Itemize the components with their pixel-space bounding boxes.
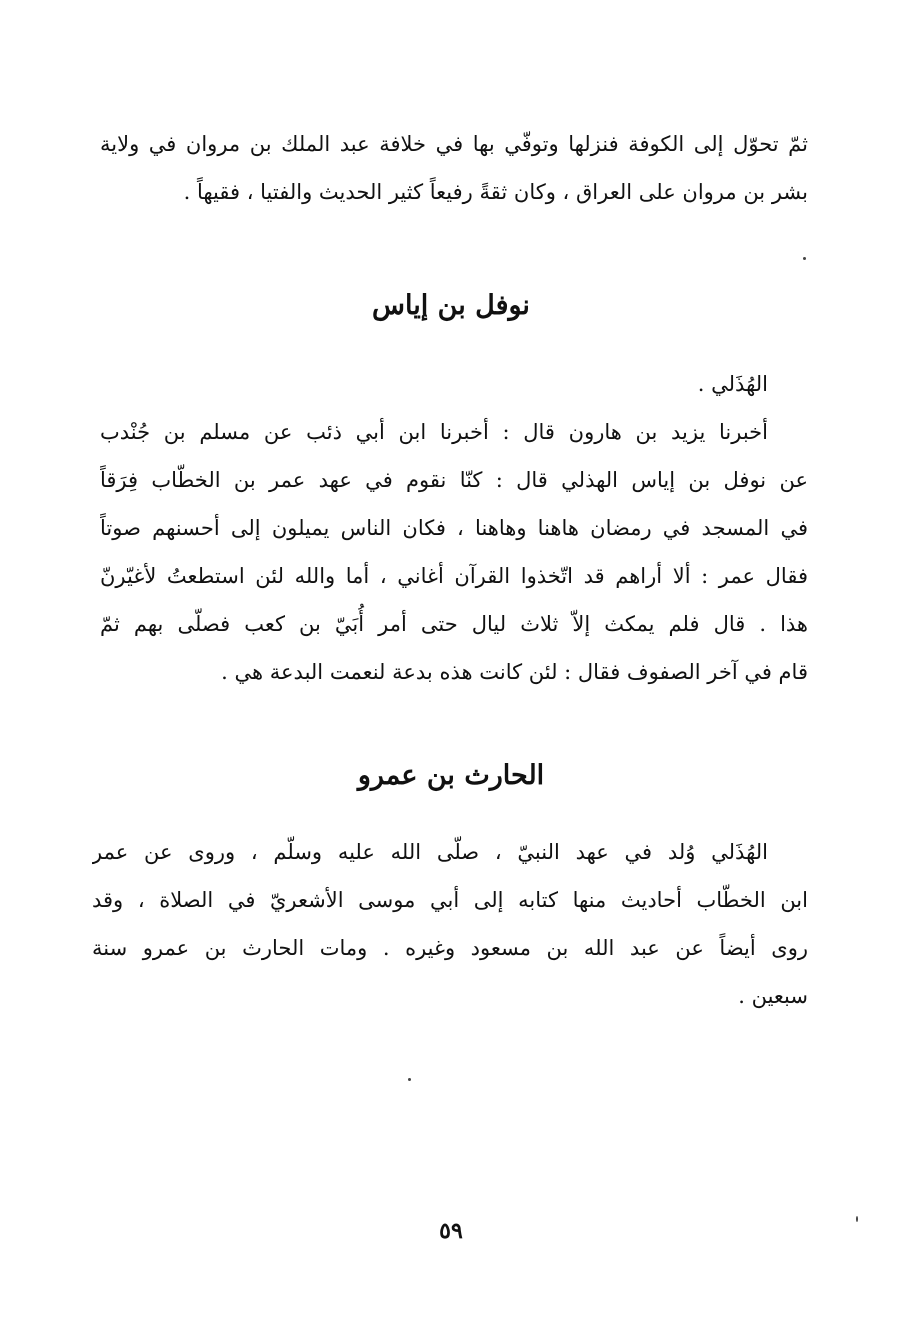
section-heading-harith: الحارث بن عمرو (357, 760, 545, 791)
page-number: ٥٩ (439, 1218, 463, 1244)
harith-line-4: سبعين . (738, 984, 808, 1008)
nawfal-line-3: عن نوفل بن إياس الهذلي قال : كنّا نقوم في عهد عمر بن الخطّاب فِرَقاً (100, 468, 808, 492)
section-harith-body (92, 828, 808, 1020)
harith-line-3: روى أيضاً عن عبد الله بن مسعود وغيره . ومات الحارث بن عمرو سنة (92, 936, 808, 960)
section-heading-nawfal: نوفل بن إياس (372, 290, 530, 321)
harith-line-1: الهُذَلي وُلد في عهد النبيّ ، صلّى الله عليه وسلّم ، وروى عن عمر (92, 840, 768, 864)
scan-speck (856, 1216, 858, 1222)
intro-paragraph (100, 120, 808, 216)
nawfal-line-1: الهُذَلي . (697, 372, 768, 396)
section-nawfal-body (100, 360, 808, 696)
nawfal-line-2: أخبرنا يزيد بن هارون قال : أخبرنا ابن أبي ذئب عن مسلم بن جُنْدب (100, 420, 768, 444)
nawfal-line-7: قام في آخر الصفوف فقال : لئن كانت هذه بدعة لنعمت البدعة هي . (221, 660, 808, 684)
scan-speck (803, 257, 806, 260)
intro-line-1: ثمّ تحوّل إلى الكوفة فنزلها وتوفّي بها في خلافة عبد الملك بن مروان في ولاية (100, 132, 808, 156)
nawfal-line-4: في المسجد في رمضان هاهنا وهاهنا ، فكان الناس يميلون إلى أحسنهم صوتاً (100, 516, 808, 540)
nawfal-line-6: هذا . قال فلم يمكث إلاّ ثلاث ليال حتى أمر أُبَيّ بن كعب فصلّى بهم ثمّ (100, 612, 808, 636)
intro-line-2: بشر بن مروان على العراق ، وكان ثقةً رفيعاً كثير الحديث والفتيا ، فقيهاً . (183, 180, 808, 204)
harith-line-2: ابن الخطّاب أحاديث منها كتابه إلى أبي موسى الأشعريّ في الصلاة ، وقد (92, 888, 808, 912)
nawfal-line-5: فقال عمر : ألا أراهم قد اتّخذوا القرآن أغاني ، أما والله لئن استطعتُ لأغيّرنّ (100, 564, 808, 588)
scan-speck (408, 1078, 411, 1081)
